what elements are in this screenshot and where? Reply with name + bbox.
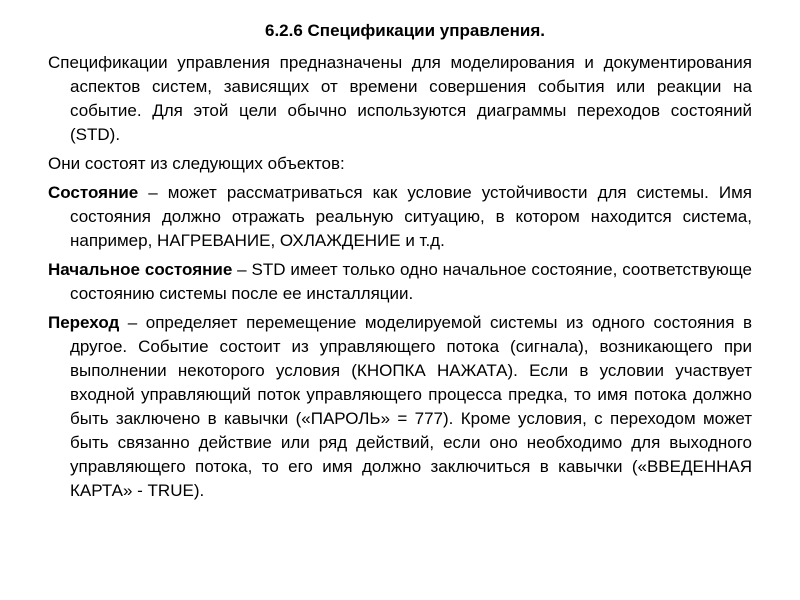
definition-transition-text: – определяет перемещение моделируемой системы из одного состояния в другое. Событие состоит из управляющего потока (сигнала), возникающего при выполнении некоторого условия (КНОПКА НАЖАТА). Если в условии участвует входной управляющий поток управляющего процесса предка, то имя потока должно быть заключено в кавычки («ПАРОЛЬ» = 777). Кроме условия, с переходом может быть связанно действие или ряд действий, если оно необходимо для выходного управляющего потока, то его имя должно заключиться в кавычки («ВВЕДЕННАЯ КАРТА» - TRUE). <box>70 313 752 500</box>
term-initial-state: Начальное состояние <box>48 260 233 279</box>
objects-intro-paragraph: Они состоят из следующих объектов: <box>48 154 345 173</box>
definition-state <box>48 181 752 253</box>
definition-initial-state <box>48 258 752 306</box>
definition-state-text: – может рассматриваться как условие устойчивости для системы. Имя состояния должно отражать реальную ситуацию, в котором находится система, например, НАГРЕВАНИЕ, ОХЛАЖДЕНИЕ и т.д. <box>70 183 752 250</box>
definition-initial-state-text: – STD имеет только одно начальное состояние, соответствующе состоянию системы после ее инсталляции. <box>70 260 752 303</box>
section-heading: 6.2.6 Спецификации управления. <box>265 21 545 40</box>
definition-transition <box>48 311 752 503</box>
intro-paragraph: Спецификации управления предназначены для моделирования и документирования аспектов систем, зависящих от времени совершения события или реакции на событие. Для этой цели обычно используются диаграммы переходов состояний (STD). <box>48 53 752 144</box>
term-transition: Переход <box>48 313 120 332</box>
term-state: Состояние <box>48 183 139 202</box>
